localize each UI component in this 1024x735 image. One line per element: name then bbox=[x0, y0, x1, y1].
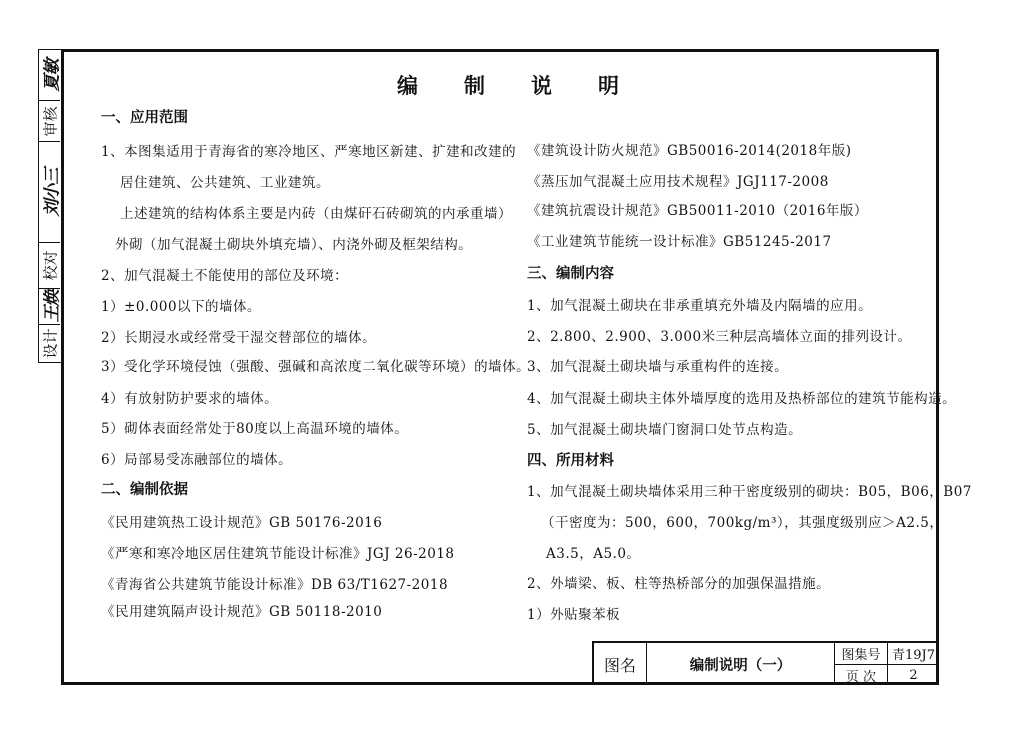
page-number-label: 页 次 bbox=[845, 669, 877, 685]
text-line: （干密度为：500，600，700kg/m³），其强度级别应＞A2.5， bbox=[541, 515, 944, 531]
list-item: 6）局部易受冻融部位的墙体。 bbox=[101, 452, 293, 468]
list-item: 2）长期浸水或经常受干湿交替部位的墙体。 bbox=[101, 330, 377, 346]
reference-standard: 《建筑抗震设计规范》GB50011-2010（2016年版） bbox=[527, 203, 868, 219]
text-line: 4、加气混凝土砌块主体外墙厚度的选用及热桥部位的建筑节能构造。 bbox=[527, 391, 957, 407]
text-line: 上述建筑的结构体系主要是内砖（由煤矸石砖砌筑的内承重墙） bbox=[120, 206, 512, 222]
review-label: 审核 bbox=[41, 105, 60, 137]
review-signature: 夏敏 bbox=[42, 59, 62, 91]
design-signature: 王焕 bbox=[42, 290, 62, 323]
text-line: A3.5，A5.0。 bbox=[546, 546, 641, 562]
reference-standard: 《蒸压加气混凝土应用技术规程》JGJ117-2008 bbox=[527, 174, 829, 190]
proof-label: 校对 bbox=[41, 250, 60, 281]
page-number: 2 bbox=[909, 667, 918, 683]
text-line: 1、加气混凝土砌块墙体采用三种干密度级别的砌块：B05，B06，B07 bbox=[527, 484, 972, 500]
list-item: 4）有放射防护要求的墙体。 bbox=[101, 391, 279, 407]
text-line: 2、外墙梁、板、柱等热桥部分的加强保温措施。 bbox=[527, 576, 831, 592]
list-item: 5）砌体表面经常处于80度以上高温环境的墙体。 bbox=[101, 421, 409, 437]
reference-standard: 《工业建筑节能统一设计标准》GB51245-2017 bbox=[527, 234, 832, 250]
reference-standard: 《建筑设计防火规范》GB50016-2014(2018年版) bbox=[527, 143, 852, 159]
atlas-number-label: 图集号 bbox=[841, 648, 881, 663]
review-signature-cell bbox=[39, 50, 60, 100]
text-line: 3、加气混凝土砌块墙与承重构件的连接。 bbox=[527, 359, 789, 375]
design-signature-cell bbox=[39, 289, 60, 324]
proof-signature-cell bbox=[39, 142, 60, 242]
section-3-heading: 三、编制内容 bbox=[527, 266, 614, 282]
reference-standard: 《民用建筑隔声设计规范》GB 50118-2010 bbox=[101, 604, 383, 620]
signature-strip bbox=[38, 49, 61, 363]
section-4-heading: 四、所用材料 bbox=[527, 453, 614, 469]
proof-signature: 刘小三 bbox=[42, 168, 62, 216]
proof-label-cell bbox=[39, 243, 60, 288]
text-line: 1）外贴聚苯板 bbox=[527, 607, 621, 623]
section-1-heading: 一、应用范围 bbox=[101, 110, 188, 126]
text-line: 居住建筑、公共建筑、工业建筑。 bbox=[120, 175, 330, 191]
text-line: 2、加气混凝土不能使用的部位及环境： bbox=[101, 268, 349, 284]
reference-standard: 《严寒和寒冷地区居住建筑节能设计标准》JGJ 26-2018 bbox=[101, 546, 455, 562]
text-line: 1、本图集适用于青海省的寒冷地区、严寒地区新建、扩建和改建的 bbox=[101, 144, 517, 160]
text-line: 外砌（加气混凝土砌块外填充墙）、内浇外砌及框架结构。 bbox=[115, 237, 473, 253]
drawing-name-label: 图名 bbox=[603, 655, 636, 675]
atlas-number: 青19J7 bbox=[891, 648, 936, 663]
list-item: 1）±0.000以下的墙体。 bbox=[101, 299, 262, 315]
page-title: 编制说明 bbox=[397, 74, 665, 98]
drawing-name: 编制说明（一） bbox=[689, 657, 792, 674]
section-2-heading: 二、编制依据 bbox=[101, 482, 188, 498]
review-label-cell bbox=[39, 101, 60, 141]
text-line: 1、加气混凝土砌块在非承重填充外墙及内隔墙的应用。 bbox=[527, 298, 873, 314]
text-line: 2、2.800、2.900、3.000米三种层高墙体立面的排列设计。 bbox=[527, 329, 912, 345]
reference-standard: 《青海省公共建筑节能设计标准》DB 63/T1627-2018 bbox=[101, 577, 449, 593]
reference-standard: 《民用建筑热工设计规范》GB 50176-2016 bbox=[101, 515, 383, 531]
design-label-cell bbox=[39, 325, 60, 362]
list-item: 3）受化学环境侵蚀（强酸、强碱和高浓度二氧化碳等环境）的墙体。 bbox=[101, 359, 531, 375]
title-block bbox=[592, 641, 939, 685]
text-line: 5、加气混凝土砌块墙门窗洞口处节点构造。 bbox=[527, 422, 803, 438]
design-label: 设计 bbox=[41, 328, 60, 359]
